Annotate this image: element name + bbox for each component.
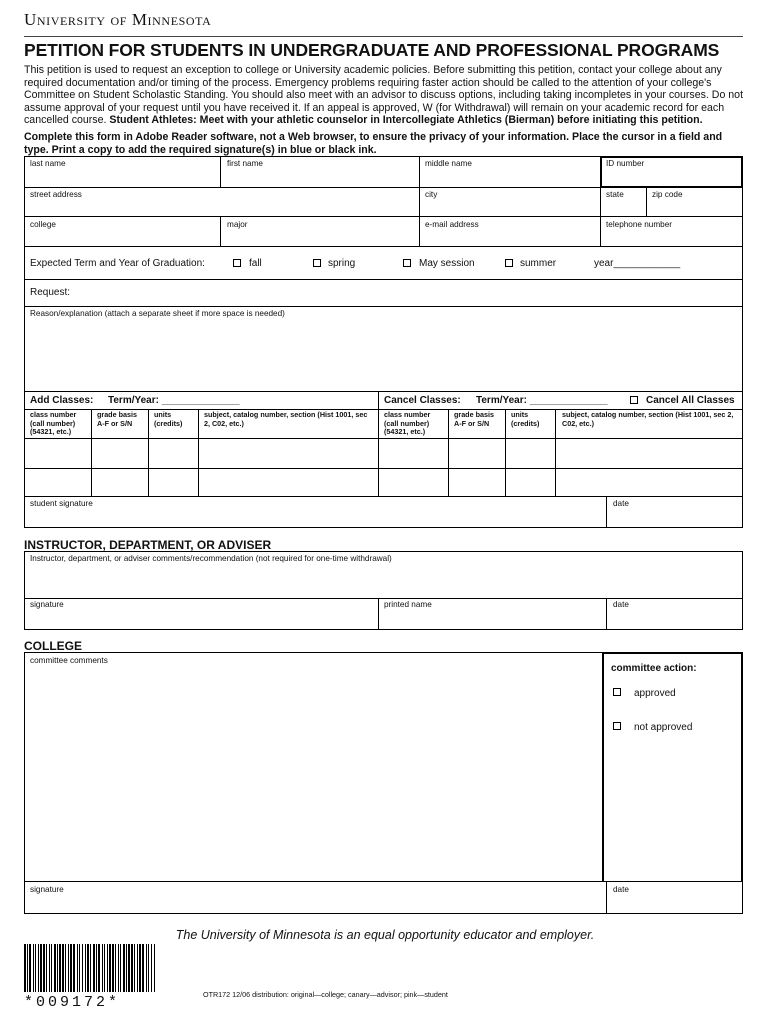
telephone-field[interactable]: telephone number [606, 220, 673, 229]
barcode-bar [128, 944, 130, 992]
divider [24, 246, 743, 247]
spring-checkbox[interactable] [313, 259, 321, 267]
barcode-bar [93, 944, 95, 992]
student-date-field[interactable]: date [613, 499, 629, 508]
divider [448, 409, 449, 496]
divider [24, 279, 743, 280]
col-units-add: units (credits) [154, 410, 183, 428]
committee-action-box [602, 652, 743, 881]
divider [505, 409, 506, 496]
barcode-bar [33, 944, 34, 992]
col-class-number-add: class number (call number) (54321, etc.) [30, 410, 77, 437]
cancel-all-label: Cancel All Classes [646, 395, 735, 406]
barcode-bar [59, 944, 61, 992]
barcode-bar [27, 944, 28, 992]
barcode-bar [57, 944, 58, 992]
barcode-bar [98, 944, 100, 992]
barcode-bar [87, 944, 89, 992]
divider [220, 156, 221, 187]
summer-checkbox[interactable] [505, 259, 513, 267]
cancel-all-checkbox[interactable] [630, 396, 638, 404]
divider [646, 187, 647, 216]
instructor-date-field[interactable]: date [613, 600, 629, 609]
divider [24, 496, 743, 497]
divider [24, 468, 743, 469]
college-date-field[interactable]: date [613, 885, 629, 894]
divider [220, 216, 221, 246]
divider [24, 438, 743, 439]
divider [378, 391, 379, 496]
approved-checkbox[interactable] [613, 688, 621, 696]
id-number-label: ID number [606, 159, 645, 168]
col-grade-basis-add: grade basis A-F or S/N [97, 410, 137, 428]
barcode-bar [137, 944, 138, 992]
college-signature-field[interactable]: signature [30, 885, 64, 894]
barcode-bar [24, 944, 26, 992]
summer-label: summer [520, 258, 557, 269]
barcode-bar [115, 944, 116, 992]
barcode-bar [70, 944, 72, 992]
student-info-box [24, 156, 743, 528]
barcode-bar [126, 944, 127, 992]
col-class-number-cancel: class number (call number) (54321, etc.) [384, 410, 431, 437]
request-field[interactable]: Request: [30, 287, 71, 298]
may-session-checkbox[interactable] [403, 259, 411, 267]
divider [600, 187, 601, 246]
divider [606, 881, 607, 914]
spring-label: spring [328, 258, 356, 269]
barcode-bar [96, 944, 97, 992]
not-approved-label: not approved [634, 722, 693, 733]
barcode-bar [102, 944, 103, 992]
barcode-bar [79, 944, 80, 992]
page-title: PETITION FOR STUDENTS IN UNDERGRADUATE AND PROFESSIONAL PROGRAMS [24, 40, 720, 60]
zip-code-field[interactable]: zip code [652, 190, 683, 199]
student-signature-field[interactable]: student signature [30, 499, 93, 508]
barcode-bar [131, 944, 133, 992]
barcode-bar [148, 944, 149, 992]
divider [606, 598, 607, 630]
may-session-label: May session [419, 258, 475, 269]
divider [91, 409, 92, 496]
divider [24, 881, 743, 882]
university-name: University of Minnesota [24, 10, 212, 29]
divider [198, 409, 199, 496]
barcode-bar [51, 944, 52, 992]
barcode-bar [118, 944, 119, 992]
col-units-cancel: units (credits) [511, 410, 540, 428]
divider [24, 216, 743, 217]
printed-name-field[interactable]: printed name [384, 600, 432, 609]
barcode-bar [29, 944, 31, 992]
instructor-signature-field[interactable]: signature [30, 600, 64, 609]
barcode-bar [46, 944, 47, 992]
college-heading: COLLEGE [24, 639, 83, 653]
intro-text: This petition is used to request an exception to college or University academic policies. Before submitting this petition, contact your college about any required documentation and/or timing of the process. Emergency problems requiring faster action should be called to the attention of your college's Committee on Student Scholastic Standing. You should also meet with an advisor to discuss options, including taking incompletes in your courses. Do not assume approval of your request until you have received it. If an appeal is approved, W (for Withdrawal) will remain on your academic record for each cancelled course. [24, 64, 744, 127]
form-code: OTR172 12/06 distribution: original—college; canary—advisor; pink—student [203, 990, 448, 999]
barcode-bar [142, 944, 144, 992]
barcode-bar [109, 944, 111, 992]
committee-comments-field[interactable]: committee comments [30, 656, 108, 665]
cancel-term-field[interactable]: Term/Year: ______________ [476, 395, 608, 406]
first-name-field[interactable]: first name [227, 159, 263, 168]
major-field[interactable]: major [227, 220, 248, 229]
barcode-bar [77, 944, 78, 992]
barcode-bar [62, 944, 64, 992]
header-rule [24, 36, 743, 37]
eeo-statement: The University of Minnesota is an equal opportunity educator and employer. [175, 928, 595, 942]
barcode-bar [54, 944, 56, 992]
graduation-label: Expected Term and Year of Graduation: [30, 258, 205, 269]
barcode-bar [38, 944, 39, 992]
fall-label: fall [249, 258, 262, 269]
barcode-bar [40, 944, 42, 992]
barcode-bar [65, 944, 66, 992]
instructions-text: Complete this form in Adobe Reader software, not a Web browser, to ensure the privacy of your information. Place the cursor in a field and type. Print a copy to add the required signature(s) in blue or black ink. [24, 131, 723, 156]
divider [148, 409, 149, 496]
barcode-bar [43, 944, 45, 992]
fall-checkbox[interactable] [233, 259, 241, 267]
not-approved-checkbox[interactable] [613, 722, 621, 730]
divider [606, 496, 607, 528]
instructor-comments-field[interactable]: Instructor, department, or adviser comments/recommendation (not required for one-time withdrawal) [30, 554, 392, 563]
divider [24, 306, 743, 307]
last-name-field[interactable]: last name [30, 159, 66, 168]
barcode-bar [154, 944, 155, 992]
year-field[interactable]: year____________ [594, 258, 681, 269]
approved-label: approved [634, 688, 676, 699]
divider [24, 391, 743, 392]
divider [378, 598, 379, 630]
barcode-bar [120, 944, 121, 992]
cancel-classes-label: Cancel Classes: [384, 395, 461, 406]
barcode-bar [151, 944, 152, 992]
barcode-bar [146, 944, 147, 992]
col-subject-add: subject, catalog number, section (Hist 1001, sec 2, C02, etc.) [204, 410, 368, 428]
intro-paragraph [24, 64, 749, 127]
email-field[interactable]: e-mail address [425, 220, 479, 229]
athletes-text: Meet with your athletic counselor in Intercollegiate Athletics (Bierman) before initiating this petition. [199, 114, 703, 127]
athletes-label: Student Athletes: [109, 114, 197, 127]
barcode-bar [123, 944, 125, 992]
college-field[interactable]: college [30, 220, 56, 229]
state-field[interactable]: state [606, 190, 624, 199]
divider [24, 187, 602, 188]
barcode-bar [85, 944, 86, 992]
add-term-field[interactable]: Term/Year: ______________ [108, 395, 240, 406]
instructor-heading: INSTRUCTOR, DEPARTMENT, OR ADVISER [24, 538, 272, 552]
barcode-bar [68, 944, 69, 992]
barcode-bar [112, 944, 114, 992]
committee-action-label: committee action: [611, 663, 697, 674]
barcode-bar [90, 944, 91, 992]
barcode-bar [139, 944, 141, 992]
col-subject-cancel: subject, catalog number, section (Hist 1001, sec 2, C02, etc.) [562, 410, 734, 428]
university-wordmark [24, 10, 211, 30]
barcode-bar [104, 944, 105, 992]
barcode-bar [49, 944, 50, 992]
divider [555, 409, 556, 496]
street-address-field[interactable]: street address [30, 190, 82, 199]
middle-name-field[interactable]: middle name [425, 159, 472, 168]
barcode-image [24, 944, 156, 992]
barcode-bar [82, 944, 83, 992]
barcode-bar [73, 944, 75, 992]
barcode-bar [107, 944, 108, 992]
city-field[interactable]: city [425, 190, 438, 199]
divider [419, 156, 420, 246]
add-classes-label: Add Classes: [30, 395, 94, 406]
barcode-bar [35, 944, 36, 992]
barcode-bar [134, 944, 135, 992]
barcode-text: *009172* [24, 994, 121, 1011]
divider [24, 598, 743, 599]
col-grade-basis-cancel: grade basis A-F or S/N [454, 410, 494, 428]
reason-field[interactable]: Reason/explanation (attach a separate sheet if more space is needed) [30, 309, 285, 318]
